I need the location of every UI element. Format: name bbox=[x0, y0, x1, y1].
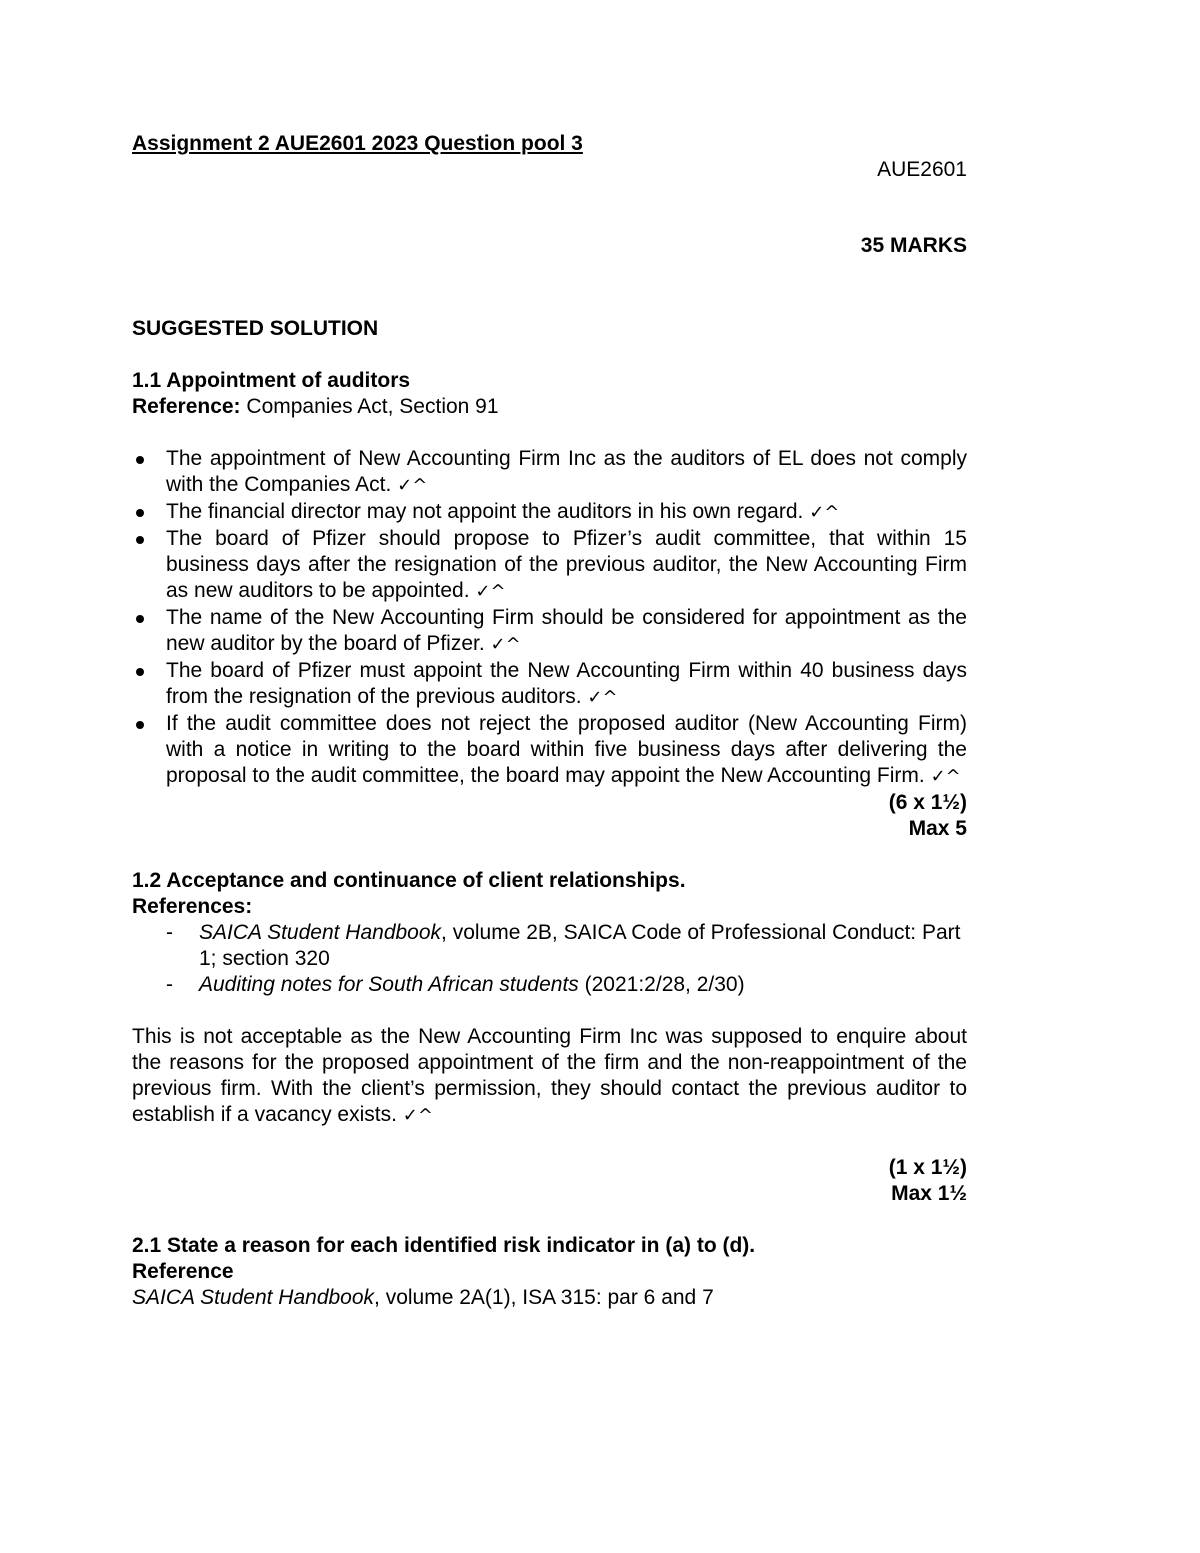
section-1-1-bullet-list bbox=[132, 446, 967, 790]
list-item: - Auditing notes for South African students (2021:2/28, 2/30) bbox=[166, 973, 745, 996]
tick-mark: ✓^ bbox=[397, 475, 428, 496]
bullet-icon bbox=[136, 668, 144, 676]
tick-mark: ✓^ bbox=[587, 687, 618, 708]
tick-mark: ✓^ bbox=[402, 1105, 433, 1126]
references-label: References: bbox=[132, 895, 253, 918]
tick-mark: ✓^ bbox=[490, 634, 521, 655]
section-1-1-heading: 1.1 Appointment of auditors bbox=[132, 369, 411, 392]
section-2-1-heading: 2.1 State a reason for each identified risk indicator in (a) to (d). bbox=[132, 1234, 756, 1257]
bullet-icon bbox=[136, 456, 144, 464]
tick-mark: ✓^ bbox=[475, 581, 506, 602]
dash-marker: - bbox=[166, 973, 173, 996]
bullet-icon bbox=[136, 615, 144, 623]
list-item: The name of the New Accounting Firm should be considered for appointment as the new auditor by the board of Pfizer. ✓^ bbox=[132, 605, 967, 658]
reference-label: Reference bbox=[132, 1260, 234, 1283]
section-1-2-marks bbox=[132, 1155, 967, 1207]
section-1-2-reference-list bbox=[132, 920, 967, 998]
marks-max: Max 5 bbox=[908, 817, 967, 840]
reference-label: Reference: bbox=[132, 395, 241, 418]
bullet-icon bbox=[136, 509, 144, 517]
section-1-2-paragraph: This is not acceptable as the New Accounting Firm Inc was supposed to enquire about the reasons for the proposed appointment of the firm and the non-reappointment of the previous firm. With the client’s permission, they should contact the previous auditor to establish if a vacancy exists. ✓^ bbox=[132, 1025, 967, 1126]
total-marks: 35 MARKS bbox=[860, 234, 967, 257]
document-page bbox=[132, 131, 967, 1311]
dash-marker: - bbox=[166, 921, 173, 944]
course-code: AUE2601 bbox=[877, 158, 967, 181]
list-item: The board of Pfizer must appoint the New Accounting Firm within 40 business days from the resignation of the previous auditors. ✓^ bbox=[132, 658, 967, 711]
section-1-1-marks bbox=[132, 790, 967, 842]
solution-heading: SUGGESTED SOLUTION bbox=[132, 317, 379, 340]
section-1-1-reference bbox=[132, 394, 967, 420]
bullet-icon bbox=[136, 536, 144, 544]
marks-calculation: (6 x 1½) bbox=[888, 791, 967, 814]
tick-mark: ✓^ bbox=[930, 766, 961, 787]
tick-mark: ✓^ bbox=[809, 502, 840, 523]
document-title: Assignment 2 AUE2601 2023 Question pool 3 bbox=[132, 132, 583, 155]
list-item: The board of Pfizer should propose to Pfizer’s audit committee, that within 15 business days after the resignation of the previous auditor, the New Accounting Firm as new auditors to be appointed. ✓^ bbox=[132, 526, 967, 605]
section-2-1-reference: SAICA Student Handbook, volume 2A(1), ISA 315: par 6 and 7 bbox=[132, 1286, 714, 1309]
list-item: The appointment of New Accounting Firm Inc as the auditors of EL does not comply with the Companies Act. ✓^ bbox=[132, 446, 967, 499]
bullet-icon bbox=[136, 721, 144, 729]
list-item: The financial director may not appoint the auditors in his own regard. ✓^ bbox=[132, 499, 967, 526]
marks-calculation: (1 x 1½) bbox=[888, 1156, 967, 1179]
reference-text: Companies Act, Section 91 bbox=[240, 395, 499, 418]
section-1-2-heading: 1.2 Acceptance and continuance of client relationships. bbox=[132, 869, 686, 892]
list-item: - SAICA Student Handbook, volume 2B, SAICA Code of Professional Conduct: Part 1; section 320 bbox=[166, 921, 961, 970]
list-item: If the audit committee does not reject the proposed auditor (New Accounting Firm) with a notice in writing to the board within five business days after delivering the proposal to the audit committee, the board may appoint the New Accounting Firm. ✓^ bbox=[132, 711, 967, 790]
marks-max: Max 1½ bbox=[891, 1182, 967, 1205]
